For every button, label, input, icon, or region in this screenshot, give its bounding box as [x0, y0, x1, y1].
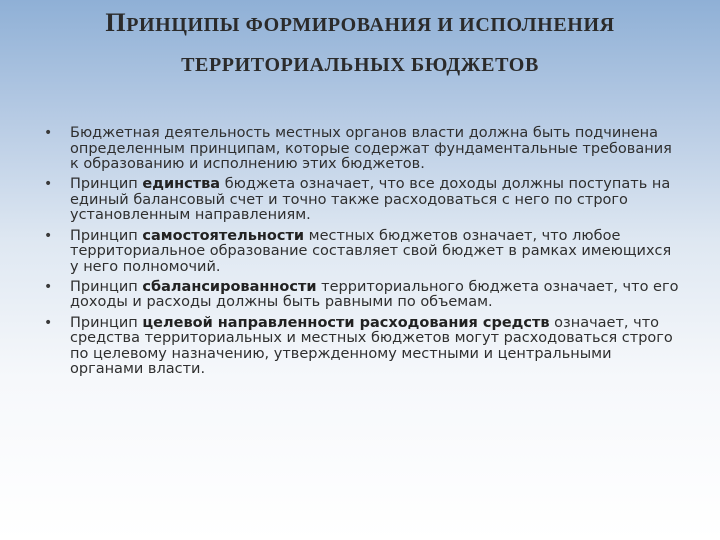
- bullet-dot-icon: •: [44, 227, 53, 244]
- bullet-bold-term: самостоятельности: [142, 227, 305, 244]
- bullet-text: Бюджетная деятельность местных органов власти должна быть подчинена определенным принципам, которые содержат фундаментальные требования к образованию и исполнению этих бюджетов.: [70, 125, 672, 173]
- bullet-text: Принцип: [70, 314, 143, 331]
- bullet-item: [44, 316, 684, 378]
- bullet-bold-term: сбалансированности: [142, 278, 317, 295]
- bullet-text: Принцип: [70, 176, 143, 193]
- title-line2: ТЕРРИТОРИАЛЬНЫХ БЮДЖЕТОВ: [181, 54, 539, 76]
- bullet-item: [44, 280, 684, 311]
- bullet-item: [44, 126, 684, 173]
- title-first-letter: П: [105, 8, 127, 37]
- bullet-text: Принцип: [70, 227, 143, 244]
- bullet-text-rest: означает, что средства территориальных и местных бюджетов могут расходоваться строго по целевому назначению, утвержденному местными и центральными органами власти.: [70, 314, 673, 378]
- bullet-text: Принцип: [70, 278, 143, 295]
- bullet-item: [44, 229, 684, 276]
- bullet-dot-icon: •: [44, 176, 53, 193]
- title-line1: РИНЦИПЫ ФОРМИРОВАНИЯ И ИСПОЛНЕНИЯ: [126, 14, 615, 36]
- bullet-bold-term: единства: [142, 176, 221, 193]
- bullet-text-rest: территориального бюджета означает, что его доходы и расходы должны быть равными по объемам.: [70, 278, 679, 311]
- bullet-list: [44, 126, 684, 382]
- bullet-text-rest: местных бюджетов означает, что любое территориальное образование составляет свой бюджет в рамках имеющихся у него полномочий.: [70, 227, 672, 275]
- slide-title: [40, 8, 680, 80]
- bullet-item: [44, 177, 684, 224]
- bullet-text-rest: бюджета означает, что все доходы должны поступать на единый балансовый счет и точно также расходоваться с него по строго установленным направлениям.: [70, 176, 671, 224]
- bullet-dot-icon: •: [44, 314, 53, 331]
- bullet-bold-term: целевой направленности расходования средств: [142, 314, 550, 331]
- bullet-dot-icon: •: [44, 125, 53, 141]
- bullet-dot-icon: •: [44, 278, 53, 295]
